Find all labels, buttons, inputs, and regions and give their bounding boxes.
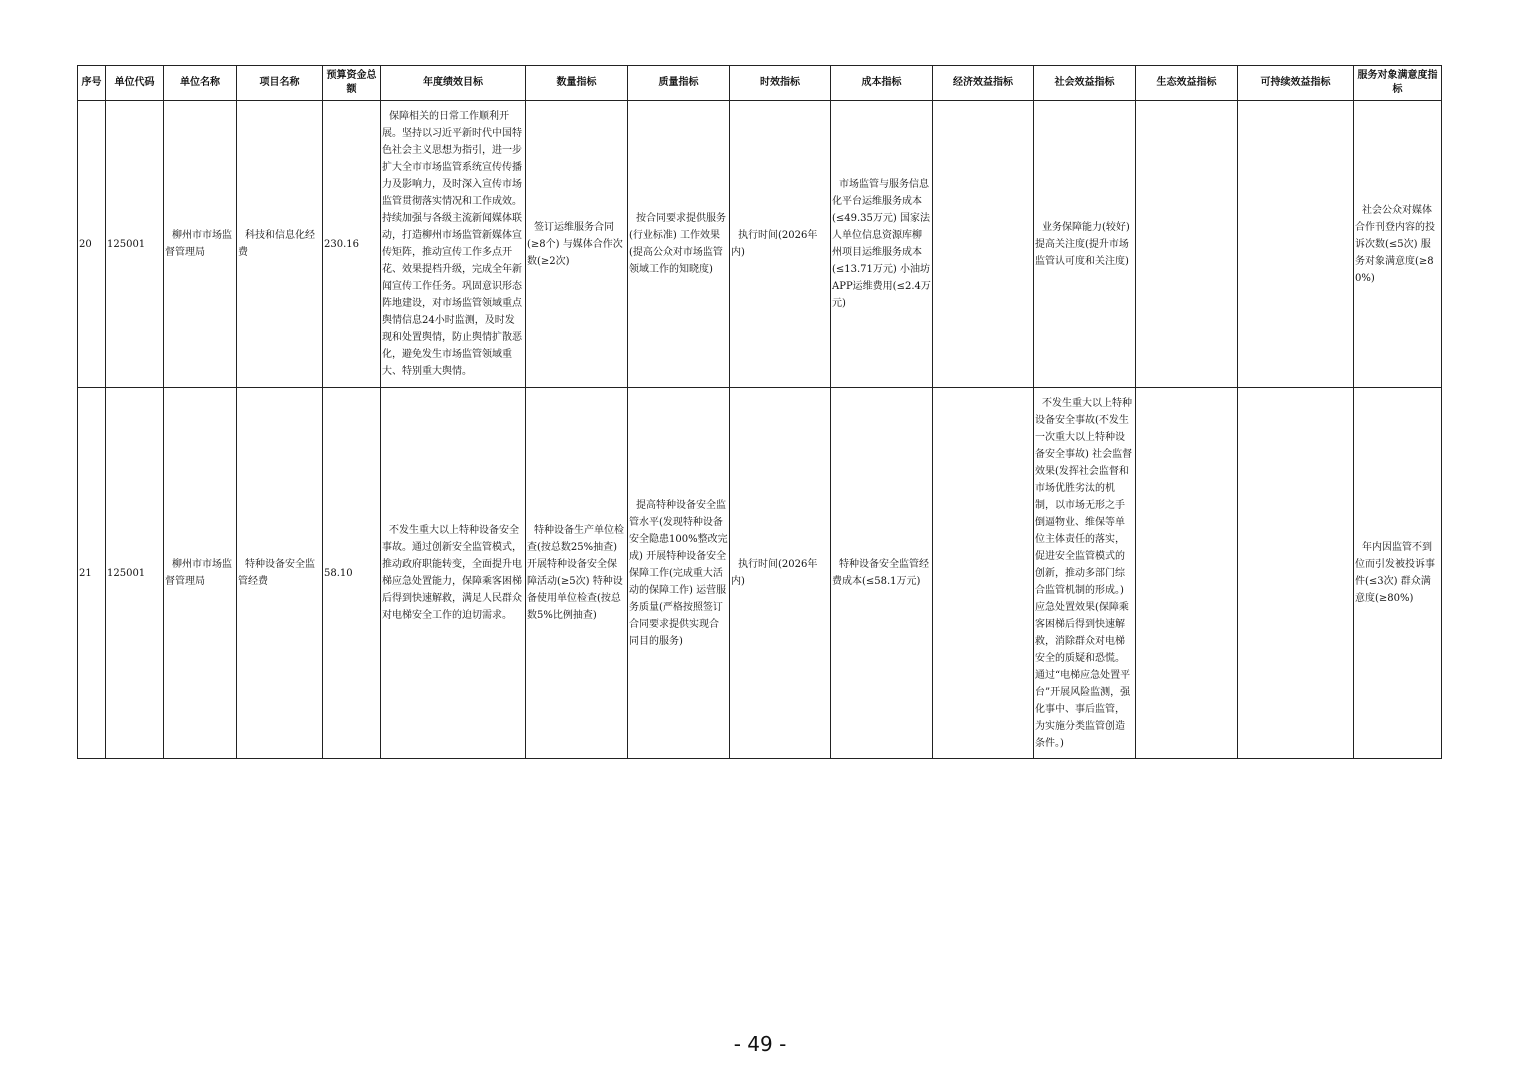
- performance-table: [77, 65, 1442, 759]
- cell-sustainable: [1238, 101, 1354, 388]
- cell-budget: 58.10: [323, 388, 381, 759]
- header-seq: 序号: [78, 66, 106, 101]
- cell-project: 科技和信息化经费: [237, 101, 323, 388]
- header-unit-name: 单位名称: [164, 66, 237, 101]
- cell-cost: 市场监管与服务信息化平台运维服务成本(≤49.35万元) 国家法人单位信息资源库柳州项目运维服务成本(≤13.71万元) 小油坊APP运维费用(≤2.4万元): [831, 101, 933, 388]
- header-budget: 预算资金总额: [323, 66, 381, 101]
- cell-timeliness: 执行时间(2026年内): [730, 101, 831, 388]
- cell-sustainable: [1238, 388, 1354, 759]
- cell-economic: [933, 388, 1034, 759]
- cell-ecological: [1136, 388, 1238, 759]
- cell-quality: 提高特种设备安全监管水平(发现特种设备安全隐患100%整改完成) 开展特种设备安全保障工作(完成重大活动的保障工作) 运营服务质量(严格按照签订合同要求提供实现合同目的服务): [628, 388, 730, 759]
- cell-seq: 21: [78, 388, 106, 759]
- page-number: - 49 -: [733, 1032, 787, 1056]
- table-row: [78, 101, 1442, 388]
- cell-economic: [933, 101, 1034, 388]
- header-economic: 经济效益指标: [933, 66, 1034, 101]
- cell-ecological: [1136, 101, 1238, 388]
- cell-budget: 230.16: [323, 101, 381, 388]
- cell-goal: 保障相关的日常工作顺利开展。坚持以习近平新时代中国特色社会主义思想为指引，进一步扩大全市市场监管系统宣传传播力及影响力，及时深入宣传市场监管贯彻落实情况和工作成效。持续加强与各级主流新闻媒体联动，打造柳州市场监管新媒体宣传矩阵，推动宣传工作多点开花、效果提档升级，完成全年新闻宣传工作任务。巩固意识形态阵地建设，对市场监管领域重点舆情信息24小时监测，及时发现和处置舆情，防止舆情扩散恶化，避免发生市场监管领域重大、特别重大舆情。: [381, 101, 526, 388]
- header-cost: 成本指标: [831, 66, 933, 101]
- cell-unit-code: 125001: [106, 101, 164, 388]
- cell-cost: 特种设备安全监管经费成本(≤58.1万元): [831, 388, 933, 759]
- header-social: 社会效益指标: [1034, 66, 1136, 101]
- cell-seq: 20: [78, 101, 106, 388]
- header-project: 项目名称: [237, 66, 323, 101]
- cell-project: 特种设备安全监管经费: [237, 388, 323, 759]
- table-row: [78, 388, 1442, 759]
- cell-satisfaction: 社会公众对媒体合作刊登内容的投诉次数(≤5次) 服务对象满意度(≥80%): [1354, 101, 1442, 388]
- header-ecological: 生态效益指标: [1136, 66, 1238, 101]
- header-sustainable: 可持续效益指标: [1238, 66, 1354, 101]
- cell-unit-code: 125001: [106, 388, 164, 759]
- cell-quality: 按合同要求提供服务(行业标准) 工作效果(提高公众对市场监管领域工作的知晓度): [628, 101, 730, 388]
- cell-quantity: 签订运维服务合同(≥8个) 与媒体合作次数(≥2次): [526, 101, 628, 388]
- cell-social: 不发生重大以上特种设备安全事故(不发生一次重大以上特种设备安全事故) 社会监督效果(发挥社会监督和市场优胜劣汰的机制，以市场无形之手倒逼物业、维保等单位主体责任的落实，促进安全监管模式的创新，推动多部门综合监管机制的形成。) 应急处置效果(保障乘客困梯后得到快速解救，消除群众对电梯安全的质疑和恐慌。通过“电梯应急处置平台”开展风险监测，强化事中、事后监管，为实施分类监管创造条件。): [1034, 388, 1136, 759]
- header-goal: 年度绩效目标: [381, 66, 526, 101]
- header-quality: 质量指标: [628, 66, 730, 101]
- header-satisfaction: 服务对象满意度指标: [1354, 66, 1442, 101]
- cell-goal: 不发生重大以上特种设备安全事故。通过创新安全监管模式，推动政府职能转变，全面提升电梯应急处置能力，保障乘客困梯后得到快速解救，满足人民群众对电梯安全工作的迫切需求。: [381, 388, 526, 759]
- cell-unit-name: 柳州市市场监督管理局: [164, 101, 237, 388]
- cell-unit-name: 柳州市市场监督管理局: [164, 388, 237, 759]
- cell-quantity: 特种设备生产单位检查(按总数25%抽查) 开展特种设备安全保障活动(≥5次) 特种设备使用单位检查(按总数5%比例抽查): [526, 388, 628, 759]
- header-quantity: 数量指标: [526, 66, 628, 101]
- cell-timeliness: 执行时间(2026年内): [730, 388, 831, 759]
- cell-social: 业务保障能力(较好) 提高关注度(提升市场监管认可度和关注度): [1034, 101, 1136, 388]
- cell-satisfaction: 年内因监管不到位而引发被投诉事件(≤3次) 群众满意度(≥80%): [1354, 388, 1442, 759]
- header-unit-code: 单位代码: [106, 66, 164, 101]
- header-timeliness: 时效指标: [730, 66, 831, 101]
- header-row: [78, 66, 1442, 101]
